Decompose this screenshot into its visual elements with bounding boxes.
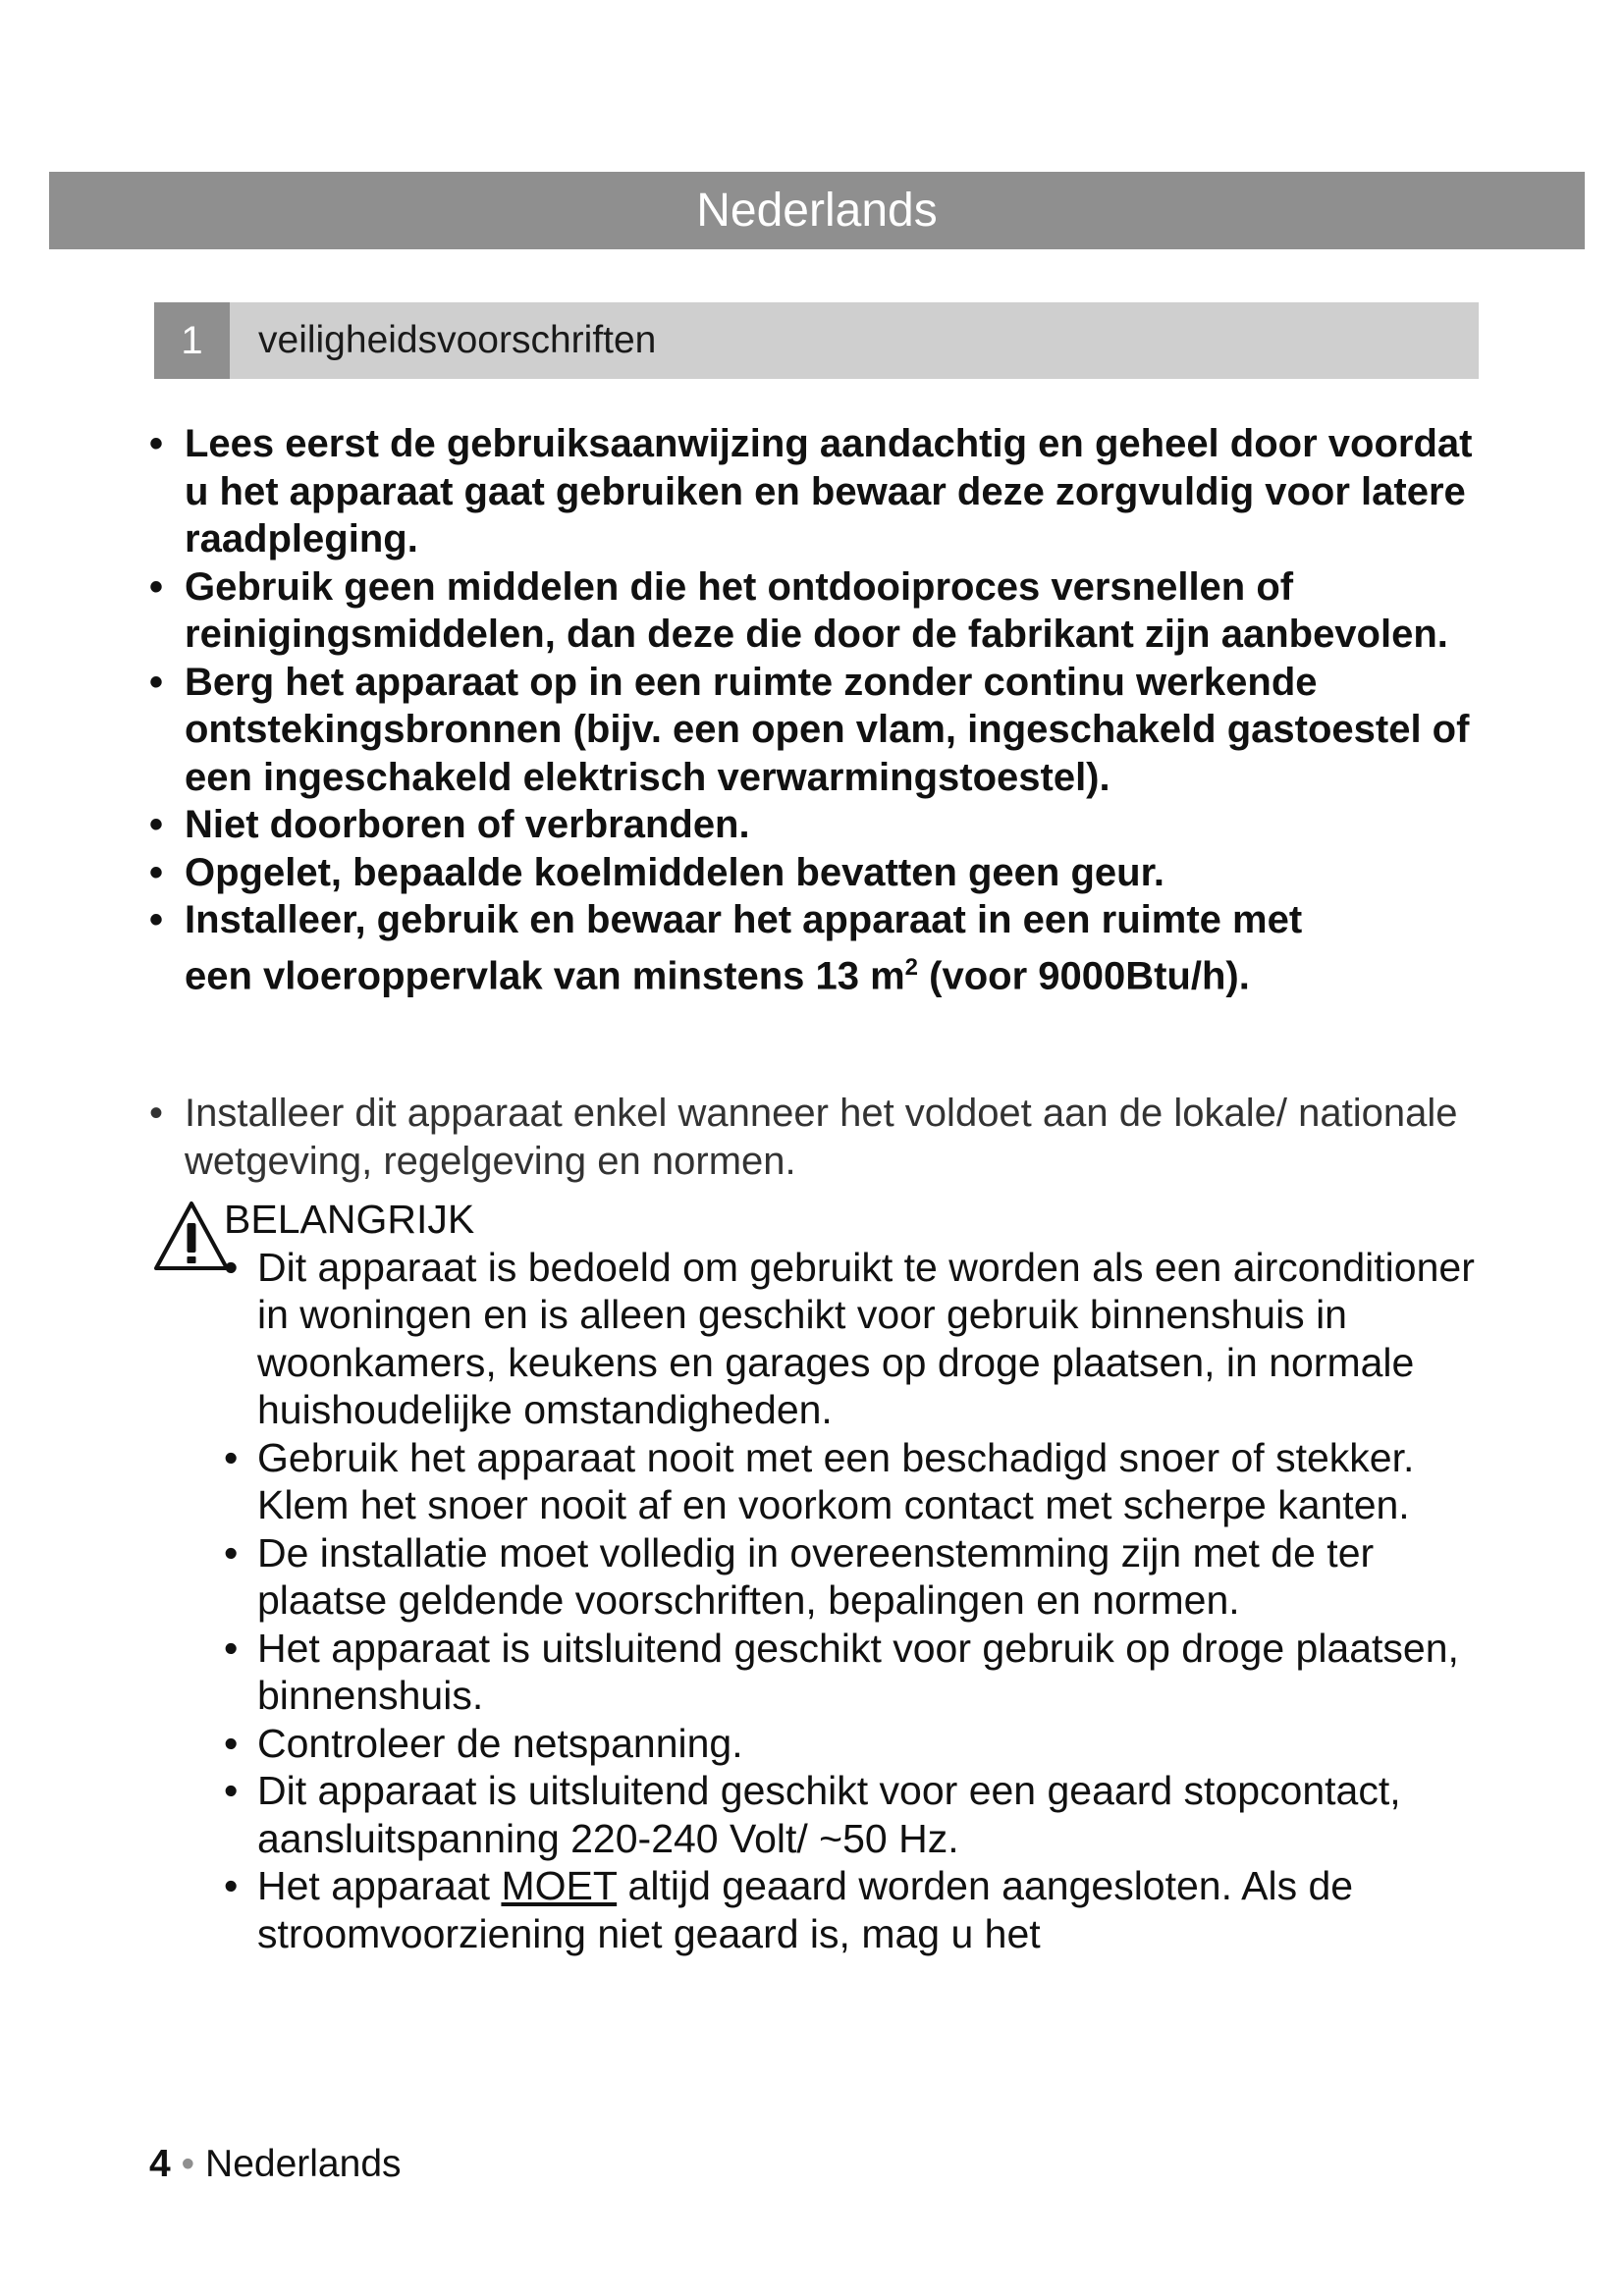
bullet: • <box>224 1625 239 1671</box>
bold-safety-list <box>149 420 1494 999</box>
page-number: 4 <box>149 2143 171 2185</box>
list-item-floor-area: • Installeer, gebruik en bewaar het apparaat in een ruimte met een vloeroppervlak van minstens 13 $m^2$ (voor 9000Btu/h). <box>149 898 1303 997</box>
bullet: • <box>149 564 164 609</box>
important-item: • Gebruik het apparaat nooit met een beschadigd snoer of stekker. Klem het snoer nooit af en voorkom contact met scherpe kanten. <box>224 1434 1415 1527</box>
bullet: • <box>149 422 164 465</box>
section-header <box>154 302 1479 379</box>
important-intro: • Dit apparaat is bedoeld om gebruikt te worden als een airconditioner in woningen en is alleen geschikt voor gebruik binnenshuis in woonkamers, keukens en garages op droge plaatsen, in normale huishoudelijke omstandigheden. <box>224 1244 1475 1432</box>
list-item: • Niet doorboren of verbranden. <box>149 801 1494 849</box>
important-item: • De installatie moet volledig in overeenstemming zijn met de ter plaatse geldende voorschriften, bepalingen en normen. <box>224 1529 1375 1623</box>
bullet: • <box>149 803 164 846</box>
bullet: • <box>224 1863 239 1908</box>
bullet: • <box>149 1092 164 1135</box>
bullet: • <box>224 1720 239 1766</box>
emphasis-moet: MOET <box>501 1863 618 1908</box>
bullet: • <box>149 898 164 941</box>
warning-triangle-icon <box>152 1200 231 1272</box>
bullet: • <box>224 1768 239 1813</box>
list-item: • Lees eerst de gebruiksaanwijzing aandachtig en geheel door voordat u het apparaat gaat gebruiken en bewaar deze zorgvuldig voor latere raadpleging. <box>149 422 1473 561</box>
footer-language: Nederlands <box>205 2143 402 2185</box>
bullet: • <box>224 1244 239 1290</box>
important-item: • Controleer de netspanning. <box>224 1720 743 1766</box>
important-title: BELANGRIJK <box>224 1197 475 1242</box>
section-title: veiligheidsvoorschriften <box>258 319 657 361</box>
important-item: • Dit apparaat is uitsluitend geschikt voor een geaard stopcontact, aansluitspanning 220-240 Volt/ ~50 Hz. <box>224 1768 1401 1861</box>
section-number: 1 <box>154 302 230 379</box>
bullet: • <box>149 660 164 704</box>
bullet: • <box>149 850 164 894</box>
list-item: • Berg het apparaat op in een ruimte zonder continu werkende ontstekingsbronnen (bijv. een open vlam, ingeschakeld gastoestel of een ingeschakeld elektrisch verwarmingstoestel). <box>149 660 1470 799</box>
important-block <box>224 1196 1500 1957</box>
bullet: • <box>224 1529 239 1575</box>
bullet: • <box>224 1434 239 1480</box>
normal-item <box>149 1090 1494 1185</box>
page-footer <box>149 2143 402 2186</box>
list-item: • Gebruik geen middelen die het ontdooiproces versnellen of reinigingsmiddelen, dan deze die door de fabrikant zijn aanbevolen. <box>149 564 1448 656</box>
important-item: • Het apparaat is uitsluitend geschikt voor gebruik op droge plaatsen, binnenshuis. <box>224 1625 1459 1718</box>
footer-separator: • <box>181 2143 195 2185</box>
list-item: • Installeer dit apparaat enkel wanneer het voldoet aan de lokale/ nationale wetgeving, regelgeving en normen. <box>149 1092 1458 1183</box>
language-header: Nederlands <box>49 172 1585 249</box>
important-item-grounding: • Het apparaat MOET altijd geaard worden aangesloten. Als de stroomvoorziening niet geaard is, mag u het <box>224 1863 1354 1956</box>
list-item: • Opgelet, bepaalde koelmiddelen bevatten geen geur. <box>149 849 1494 897</box>
